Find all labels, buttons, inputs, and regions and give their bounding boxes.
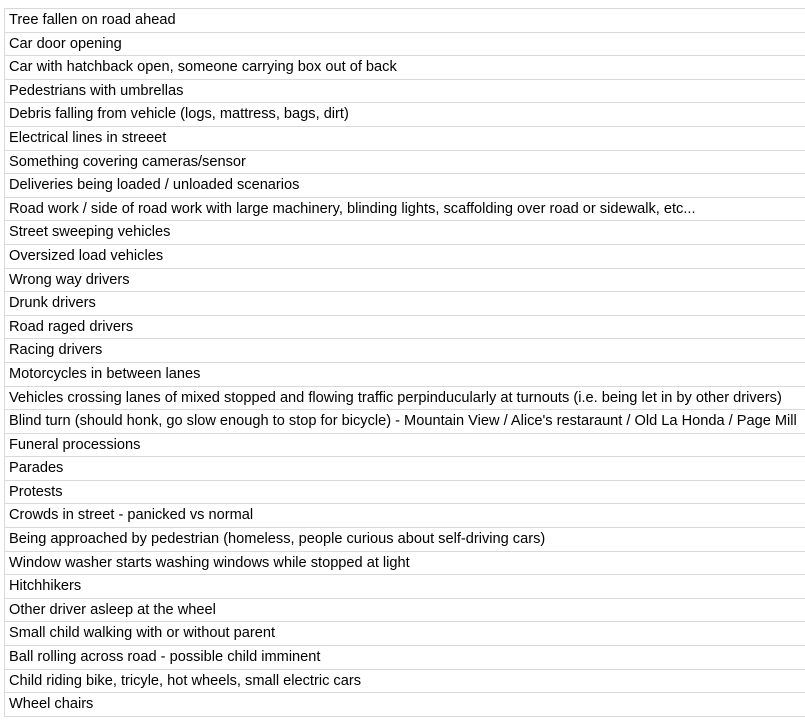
table-row[interactable] [5, 457, 805, 481]
cell-text: Other driver asleep at the wheel [9, 601, 216, 618]
cell-text: Child riding bike, tricyle, hot wheels, small electric cars [9, 672, 361, 689]
table-row[interactable] [5, 646, 805, 670]
table-row[interactable] [5, 9, 805, 33]
table-row[interactable] [5, 670, 805, 694]
table-row[interactable] [5, 599, 805, 623]
table-row[interactable] [5, 504, 805, 528]
table-row[interactable] [5, 269, 805, 293]
cell-text: Motorcycles in between lanes [9, 365, 201, 382]
cell-text: Debris falling from vehicle (logs, mattress, bags, dirt) [9, 106, 349, 123]
cell-text: Wrong way drivers [9, 271, 130, 288]
cell-text: Pedestrians with umbrellas [9, 82, 184, 99]
cell-text: Vehicles crossing lanes of mixed stopped and flowing traffic perpinducularly at turnouts (i.e. being let in by other drivers) [9, 389, 782, 406]
cell-text: Crowds in street - panicked vs normal [9, 507, 254, 524]
table-row[interactable] [5, 693, 805, 717]
cell-text: Car door opening [9, 35, 122, 52]
table-row[interactable] [5, 56, 805, 80]
cell-text: Window washer starts washing windows while stopped at light [9, 554, 410, 571]
table-row[interactable] [5, 339, 805, 363]
table-row[interactable] [5, 481, 805, 505]
cell-text: Something covering cameras/sensor [9, 153, 246, 170]
cell-text: Road raged drivers [9, 318, 134, 335]
table-row[interactable] [5, 198, 805, 222]
cell-text: Car with hatchback open, someone carrying box out of back [9, 59, 397, 76]
cell-text: Ball rolling across road - possible child imminent [9, 649, 321, 666]
table-row[interactable] [5, 622, 805, 646]
table-row[interactable] [5, 103, 805, 127]
cell-text: Blind turn (should honk, go slow enough to stop for bicycle) - Mountain View / Alice's restaraunt / Old La Honda / Page Mill [9, 413, 797, 430]
cell-text: Small child walking with or without parent [9, 625, 276, 642]
table-row[interactable] [5, 434, 805, 458]
table-row[interactable] [5, 575, 805, 599]
table-row[interactable] [5, 127, 805, 151]
cell-text: Drunk drivers [9, 295, 96, 312]
cell-text: Street sweeping vehicles [9, 224, 171, 241]
table-row[interactable] [5, 292, 805, 316]
table-row[interactable] [5, 528, 805, 552]
spreadsheet-column [4, 8, 805, 717]
table-row[interactable] [5, 316, 805, 340]
table-row[interactable] [5, 151, 805, 175]
table-row[interactable] [5, 174, 805, 198]
table-row[interactable] [5, 245, 805, 269]
cell-text: Tree fallen on road ahead [9, 12, 176, 28]
cell-text: Racing drivers [9, 342, 103, 359]
cell-text: Funeral processions [9, 436, 141, 453]
cell-text: Protests [9, 483, 63, 500]
table-row[interactable] [5, 363, 805, 387]
cell-text: Parades [9, 460, 64, 477]
table-row[interactable] [5, 80, 805, 104]
table-row[interactable] [5, 221, 805, 245]
cell-text: Deliveries being loaded / unloaded scenarios [9, 177, 300, 194]
cell-text: Hitchhikers [9, 578, 82, 595]
cell-text: Being approached by pedestrian (homeless, people curious about self-driving cars) [9, 531, 546, 548]
table-row[interactable] [5, 33, 805, 57]
cell-text: Oversized load vehicles [9, 247, 164, 264]
table-row[interactable] [5, 410, 805, 434]
cell-text: Road work / side of road work with large machinery, blinding lights, scaffolding over road or sidewalk, etc... [9, 200, 696, 217]
cell-text: Wheel chairs [9, 696, 94, 713]
cell-text: Electrical lines in streeet [9, 129, 167, 146]
table-row[interactable] [5, 552, 805, 576]
table-row[interactable] [5, 387, 805, 411]
